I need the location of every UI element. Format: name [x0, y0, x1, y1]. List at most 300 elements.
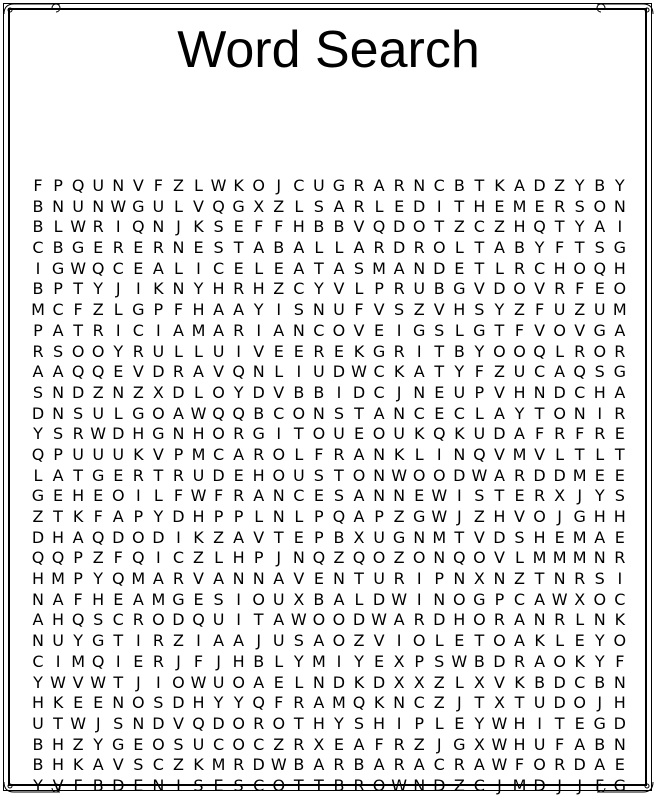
grid-letter[interactable]: B [594, 734, 606, 754]
grid-letter[interactable]: R [513, 258, 526, 278]
grid-letter[interactable]: O [152, 403, 165, 423]
grid-letter[interactable]: K [193, 755, 204, 775]
grid-letter[interactable]: R [172, 362, 184, 382]
grid-letter[interactable]: R [413, 238, 425, 258]
grid-letter[interactable]: O [473, 610, 486, 630]
grid-letter[interactable]: J [276, 176, 282, 195]
grid-letter[interactable]: R [574, 569, 586, 589]
grid-letter[interactable]: L [294, 444, 304, 464]
grid-letter[interactable]: S [32, 382, 44, 402]
grid-letter[interactable]: X [473, 734, 485, 754]
grid-letter[interactable]: A [353, 507, 365, 526]
grid-letter[interactable]: N [172, 424, 185, 444]
grid-letter[interactable]: E [333, 341, 344, 361]
grid-letter[interactable]: V [493, 382, 505, 402]
grid-letter[interactable]: I [336, 382, 342, 402]
grid-letter[interactable]: L [575, 610, 585, 630]
grid-letter[interactable]: P [133, 507, 144, 526]
grid-letter[interactable]: R [233, 424, 245, 444]
grid-letter[interactable]: N [493, 569, 506, 589]
grid-letter[interactable]: Z [172, 755, 184, 775]
grid-letter[interactable]: E [454, 713, 465, 733]
grid-letter[interactable]: Q [71, 176, 85, 195]
grid-letter[interactable]: K [534, 631, 545, 651]
grid-letter[interactable]: E [193, 589, 204, 609]
grid-letter[interactable]: N [373, 444, 386, 464]
grid-letter[interactable]: E [614, 424, 625, 444]
grid-letter[interactable]: K [133, 444, 144, 464]
grid-letter[interactable]: D [71, 382, 85, 402]
grid-letter[interactable]: C [473, 217, 485, 237]
grid-letter[interactable]: D [332, 362, 346, 382]
grid-letter[interactable]: D [352, 610, 366, 630]
grid-letter[interactable]: C [413, 693, 425, 713]
grid-letter[interactable]: T [233, 238, 244, 258]
grid-letter[interactable]: L [194, 176, 203, 195]
grid-letter[interactable]: E [233, 258, 244, 278]
grid-letter[interactable]: N [332, 569, 345, 589]
grid-letter[interactable]: B [453, 341, 465, 361]
grid-letter[interactable]: T [153, 465, 164, 485]
grid-letter[interactable]: E [273, 341, 284, 361]
grid-letter[interactable]: V [534, 444, 546, 464]
grid-letter[interactable]: W [70, 258, 87, 278]
grid-letter[interactable]: I [416, 341, 422, 361]
grid-letter[interactable]: E [313, 569, 324, 589]
grid-letter[interactable]: N [112, 176, 125, 195]
grid-letter[interactable]: A [413, 755, 425, 775]
grid-letter[interactable]: Z [493, 217, 505, 237]
grid-letter[interactable]: A [313, 755, 325, 775]
grid-letter[interactable]: C [614, 589, 626, 609]
grid-letter[interactable]: U [513, 362, 526, 382]
grid-letter[interactable]: G [132, 403, 145, 423]
grid-letter[interactable]: L [113, 403, 123, 423]
grid-letter[interactable]: V [433, 300, 445, 320]
grid-letter[interactable]: E [614, 527, 625, 547]
grid-letter[interactable]: O [152, 734, 165, 754]
grid-letter[interactable]: A [594, 217, 606, 237]
grid-letter[interactable]: H [373, 713, 386, 733]
grid-letter[interactable]: R [112, 238, 124, 258]
grid-letter[interactable]: T [334, 465, 344, 485]
grid-letter[interactable]: S [574, 196, 585, 216]
grid-letter[interactable]: D [533, 775, 546, 795]
grid-letter[interactable]: Z [514, 300, 525, 320]
grid-letter[interactable]: Z [493, 362, 505, 382]
grid-letter[interactable]: F [595, 775, 605, 795]
grid-letter[interactable]: R [152, 631, 164, 651]
grid-letter[interactable]: R [554, 196, 566, 216]
grid-letter[interactable]: W [551, 589, 568, 609]
grid-letter[interactable]: E [93, 486, 104, 506]
grid-letter[interactable]: S [73, 403, 84, 423]
grid-letter[interactable]: R [132, 341, 144, 361]
grid-letter[interactable]: N [453, 444, 466, 464]
grid-letter[interactable]: I [236, 610, 241, 630]
grid-letter[interactable]: A [273, 569, 285, 589]
grid-letter[interactable]: K [393, 362, 405, 382]
grid-letter[interactable]: L [434, 631, 444, 651]
grid-letter[interactable]: V [473, 527, 485, 547]
grid-letter[interactable]: H [232, 651, 245, 671]
grid-letter[interactable]: V [172, 713, 184, 733]
grid-letter[interactable]: O [432, 238, 446, 258]
grid-letter[interactable]: E [133, 775, 144, 795]
grid-letter[interactable]: A [373, 176, 385, 195]
grid-letter[interactable]: O [573, 693, 586, 713]
grid-letter[interactable]: E [273, 672, 284, 692]
grid-letter[interactable]: U [32, 713, 44, 733]
grid-letter[interactable]: D [433, 610, 446, 630]
grid-letter[interactable]: M [512, 196, 527, 216]
grid-letter[interactable]: D [152, 362, 165, 382]
grid-letter[interactable]: M [552, 548, 567, 568]
grid-letter[interactable]: W [190, 486, 207, 506]
grid-letter[interactable]: R [333, 444, 345, 464]
grid-letter[interactable]: K [233, 176, 244, 195]
grid-letter[interactable]: S [594, 569, 605, 589]
grid-letter[interactable]: O [272, 465, 286, 485]
grid-letter[interactable]: G [71, 238, 85, 258]
grid-letter[interactable]: I [115, 217, 121, 237]
grid-letter[interactable]: O [412, 631, 426, 651]
grid-letter[interactable]: J [597, 693, 603, 713]
grid-letter[interactable]: H [513, 734, 526, 754]
grid-letter[interactable]: F [113, 548, 123, 568]
grid-letter[interactable]: D [172, 382, 185, 402]
grid-letter[interactable]: N [232, 569, 245, 589]
grid-letter[interactable]: B [333, 775, 345, 795]
grid-letter[interactable]: A [313, 693, 325, 713]
grid-letter[interactable]: Q [432, 424, 446, 444]
grid-letter[interactable]: R [233, 486, 245, 506]
grid-letter[interactable]: V [353, 320, 365, 340]
grid-letter[interactable]: E [293, 341, 304, 361]
grid-letter[interactable]: P [314, 527, 324, 547]
grid-letter[interactable]: G [91, 631, 105, 651]
grid-letter[interactable]: R [353, 775, 365, 795]
grid-letter[interactable]: M [532, 548, 547, 568]
grid-letter[interactable]: I [617, 217, 623, 237]
grid-letter[interactable]: N [413, 258, 426, 278]
grid-letter[interactable]: O [412, 465, 426, 485]
grid-letter[interactable]: G [232, 196, 245, 216]
grid-letter[interactable]: O [453, 589, 466, 609]
grid-letter[interactable]: G [392, 527, 406, 547]
grid-letter[interactable]: W [471, 465, 488, 485]
grid-letter[interactable]: I [35, 258, 41, 278]
grid-letter[interactable]: H [312, 713, 325, 733]
grid-letter[interactable]: T [494, 486, 505, 506]
grid-letter[interactable]: D [553, 382, 566, 402]
grid-letter[interactable]: L [354, 279, 364, 299]
grid-letter[interactable]: A [32, 362, 44, 382]
grid-letter[interactable]: T [73, 320, 84, 340]
grid-letter[interactable]: U [192, 734, 205, 754]
grid-letter[interactable]: L [294, 507, 304, 526]
grid-letter[interactable]: A [233, 300, 245, 320]
grid-letter[interactable]: I [456, 486, 462, 506]
grid-letter[interactable]: I [55, 651, 61, 671]
grid-letter[interactable]: P [53, 444, 63, 464]
grid-letter[interactable]: U [92, 444, 105, 464]
grid-letter[interactable]: D [31, 403, 45, 423]
grid-letter[interactable]: U [192, 465, 205, 485]
grid-letter[interactable]: L [173, 258, 183, 278]
grid-letter[interactable]: N [112, 382, 125, 402]
grid-letter[interactable]: R [333, 755, 345, 775]
grid-letter[interactable]: Z [413, 734, 425, 754]
grid-letter[interactable]: N [172, 238, 185, 258]
grid-letter[interactable]: R [233, 320, 245, 340]
grid-letter[interactable]: R [353, 176, 365, 195]
grid-letter[interactable]: M [572, 465, 587, 485]
grid-letter[interactable]: X [473, 569, 485, 589]
grid-letter[interactable]: S [353, 258, 365, 278]
grid-letter[interactable]: G [172, 589, 185, 609]
grid-letter[interactable]: N [613, 196, 626, 216]
grid-letter[interactable]: S [474, 300, 485, 320]
grid-letter[interactable]: T [474, 631, 485, 651]
grid-letter[interactable]: Y [293, 651, 304, 671]
grid-letter[interactable]: M [211, 755, 226, 775]
grid-letter[interactable]: O [272, 713, 286, 733]
grid-letter[interactable]: A [172, 403, 184, 423]
grid-letter[interactable]: T [534, 403, 545, 423]
grid-letter[interactable]: W [90, 424, 107, 444]
grid-letter[interactable]: V [493, 444, 505, 464]
grid-letter[interactable]: F [514, 755, 525, 775]
grid-letter[interactable]: P [253, 548, 264, 568]
grid-letter[interactable]: A [52, 362, 64, 382]
grid-letter[interactable]: H [252, 465, 265, 485]
grid-letter[interactable]: A [72, 527, 84, 547]
grid-letter[interactable]: G [132, 300, 145, 320]
grid-letter[interactable]: Q [212, 403, 225, 423]
grid-letter[interactable]: B [32, 755, 44, 775]
grid-letter[interactable]: E [434, 382, 445, 402]
grid-letter[interactable]: Y [233, 693, 244, 713]
grid-letter[interactable]: N [272, 507, 285, 526]
grid-letter[interactable]: I [115, 651, 121, 671]
grid-letter[interactable]: F [274, 217, 284, 237]
grid-letter[interactable]: N [252, 362, 265, 382]
grid-letter[interactable]: G [132, 196, 145, 216]
grid-letter[interactable]: B [453, 176, 465, 195]
grid-letter[interactable]: M [612, 300, 627, 320]
grid-letter[interactable]: T [474, 258, 485, 278]
grid-letter[interactable]: D [433, 258, 446, 278]
grid-letter[interactable]: C [433, 755, 445, 775]
grid-letter[interactable]: R [614, 403, 626, 423]
grid-letter[interactable]: Z [433, 693, 445, 713]
grid-letter[interactable]: F [615, 651, 625, 671]
grid-letter[interactable]: Y [614, 176, 625, 195]
grid-letter[interactable]: R [614, 548, 626, 568]
grid-letter[interactable]: J [456, 507, 462, 526]
grid-letter[interactable]: A [594, 755, 606, 775]
grid-letter[interactable]: W [70, 713, 87, 733]
grid-letter[interactable]: Q [192, 713, 205, 733]
grid-letter[interactable]: B [514, 238, 525, 258]
grid-letter[interactable]: Q [533, 217, 546, 237]
grid-letter[interactable]: C [433, 176, 445, 195]
grid-letter[interactable]: F [354, 300, 364, 320]
grid-letter[interactable]: F [93, 507, 103, 526]
grid-letter[interactable]: K [413, 424, 425, 444]
grid-letter[interactable]: C [413, 403, 425, 423]
grid-letter[interactable]: Y [113, 341, 124, 361]
grid-letter[interactable]: E [434, 403, 445, 423]
grid-letter[interactable]: W [70, 217, 87, 237]
grid-letter[interactable]: G [613, 775, 627, 795]
grid-letter[interactable]: W [431, 486, 448, 506]
grid-letter[interactable]: I [135, 279, 141, 299]
grid-letter[interactable]: O [533, 755, 546, 775]
grid-letter[interactable]: I [276, 300, 282, 320]
grid-letter[interactable]: I [336, 651, 342, 671]
grid-letter[interactable]: S [193, 775, 204, 795]
grid-letter[interactable]: Z [193, 548, 204, 568]
grid-letter[interactable]: I [416, 569, 422, 589]
grid-letter[interactable]: W [290, 610, 307, 630]
grid-letter[interactable]: L [254, 507, 264, 526]
grid-letter[interactable]: F [153, 176, 163, 195]
grid-letter[interactable]: C [253, 734, 265, 754]
grid-letter[interactable]: T [454, 196, 465, 216]
grid-letter[interactable]: Z [72, 734, 84, 754]
grid-letter[interactable]: V [473, 279, 485, 299]
grid-letter[interactable]: V [574, 320, 586, 340]
grid-letter[interactable]: G [573, 507, 586, 526]
grid-letter[interactable]: H [52, 610, 65, 630]
grid-letter[interactable]: W [190, 403, 207, 423]
grid-letter[interactable]: Y [514, 403, 525, 423]
grid-letter[interactable]: L [314, 238, 324, 258]
grid-letter[interactable]: J [115, 279, 121, 299]
grid-letter[interactable]: B [594, 176, 606, 195]
grid-letter[interactable]: A [132, 589, 144, 609]
grid-letter[interactable]: V [132, 362, 144, 382]
grid-letter[interactable]: V [514, 507, 525, 526]
grid-letter[interactable]: W [50, 672, 66, 692]
grid-letter[interactable]: H [192, 300, 205, 320]
grid-letter[interactable]: H [92, 589, 105, 609]
grid-letter[interactable]: Q [232, 362, 245, 382]
grid-letter[interactable]: H [192, 507, 205, 526]
grid-letter[interactable]: E [133, 238, 144, 258]
grid-letter[interactable]: D [172, 507, 185, 526]
grid-letter[interactable]: J [436, 734, 442, 754]
grid-letter[interactable]: C [52, 300, 64, 320]
grid-letter[interactable]: Y [354, 651, 364, 671]
grid-letter[interactable]: O [212, 382, 225, 402]
grid-letter[interactable]: U [333, 300, 345, 320]
grid-letter[interactable]: X [574, 589, 586, 609]
grid-letter[interactable]: D [553, 465, 566, 485]
grid-letter[interactable]: B [32, 196, 44, 216]
grid-letter[interactable]: Y [33, 672, 43, 692]
grid-letter[interactable]: Y [313, 279, 324, 299]
grid-letter[interactable]: E [574, 631, 585, 651]
grid-letter[interactable]: A [213, 569, 225, 589]
grid-letter[interactable]: K [514, 672, 525, 692]
grid-letter[interactable]: S [394, 300, 405, 320]
grid-letter[interactable]: G [51, 258, 65, 278]
grid-letter[interactable]: S [353, 713, 365, 733]
grid-letter[interactable]: J [256, 631, 262, 651]
grid-letter[interactable]: X [473, 672, 485, 692]
grid-letter[interactable]: K [454, 424, 465, 444]
grid-letter[interactable]: H [613, 507, 626, 526]
grid-letter[interactable]: O [272, 775, 286, 795]
grid-letter[interactable]: Y [534, 238, 545, 258]
grid-letter[interactable]: R [132, 610, 144, 630]
grid-letter[interactable]: V [253, 341, 265, 361]
grid-letter[interactable]: R [393, 569, 405, 589]
grid-letter[interactable]: R [413, 610, 425, 630]
grid-letter[interactable]: O [212, 424, 225, 444]
grid-letter[interactable]: K [353, 672, 365, 692]
grid-letter[interactable]: H [52, 527, 65, 547]
grid-letter[interactable]: R [453, 755, 465, 775]
grid-letter[interactable]: R [72, 424, 84, 444]
grid-letter[interactable]: Q [212, 196, 225, 216]
grid-letter[interactable]: Y [73, 631, 84, 651]
grid-letter[interactable]: P [314, 507, 324, 526]
grid-letter[interactable]: N [252, 569, 265, 589]
grid-letter[interactable]: O [132, 527, 145, 547]
grid-letter[interactable]: Y [454, 362, 465, 382]
grid-letter[interactable]: W [270, 755, 287, 775]
grid-letter[interactable]: O [573, 258, 586, 278]
grid-letter[interactable]: H [192, 424, 205, 444]
grid-letter[interactable]: F [213, 486, 224, 506]
grid-letter[interactable]: K [353, 341, 365, 361]
grid-letter[interactable]: A [594, 527, 606, 547]
grid-letter[interactable]: Y [33, 775, 43, 795]
grid-letter[interactable]: F [514, 320, 525, 340]
grid-letter[interactable]: O [332, 320, 346, 340]
grid-letter[interactable]: N [613, 734, 626, 754]
grid-letter[interactable]: U [413, 279, 426, 299]
grid-letter[interactable]: C [533, 258, 546, 278]
grid-letter[interactable]: M [51, 569, 65, 589]
grid-letter[interactable]: E [133, 651, 144, 671]
grid-letter[interactable]: F [193, 651, 204, 671]
grid-letter[interactable]: C [373, 362, 385, 382]
grid-letter[interactable]: U [212, 672, 225, 692]
grid-letter[interactable]: K [373, 693, 385, 713]
grid-letter[interactable]: A [514, 424, 525, 444]
grid-letter[interactable]: Y [93, 569, 104, 589]
grid-letter[interactable]: R [393, 341, 405, 361]
grid-letter[interactable]: H [553, 258, 566, 278]
grid-letter[interactable]: O [232, 672, 245, 692]
grid-letter[interactable]: I [115, 320, 121, 340]
grid-letter[interactable]: D [553, 672, 566, 692]
grid-letter[interactable]: N [292, 548, 305, 568]
grid-letter[interactable]: D [372, 672, 386, 692]
grid-letter[interactable]: T [434, 217, 445, 237]
grid-letter[interactable]: H [453, 610, 466, 630]
grid-letter[interactable]: T [354, 403, 364, 423]
grid-letter[interactable]: R [534, 486, 546, 506]
grid-letter[interactable]: E [293, 527, 304, 547]
grid-letter[interactable]: A [614, 382, 626, 402]
grid-letter[interactable]: H [453, 300, 466, 320]
